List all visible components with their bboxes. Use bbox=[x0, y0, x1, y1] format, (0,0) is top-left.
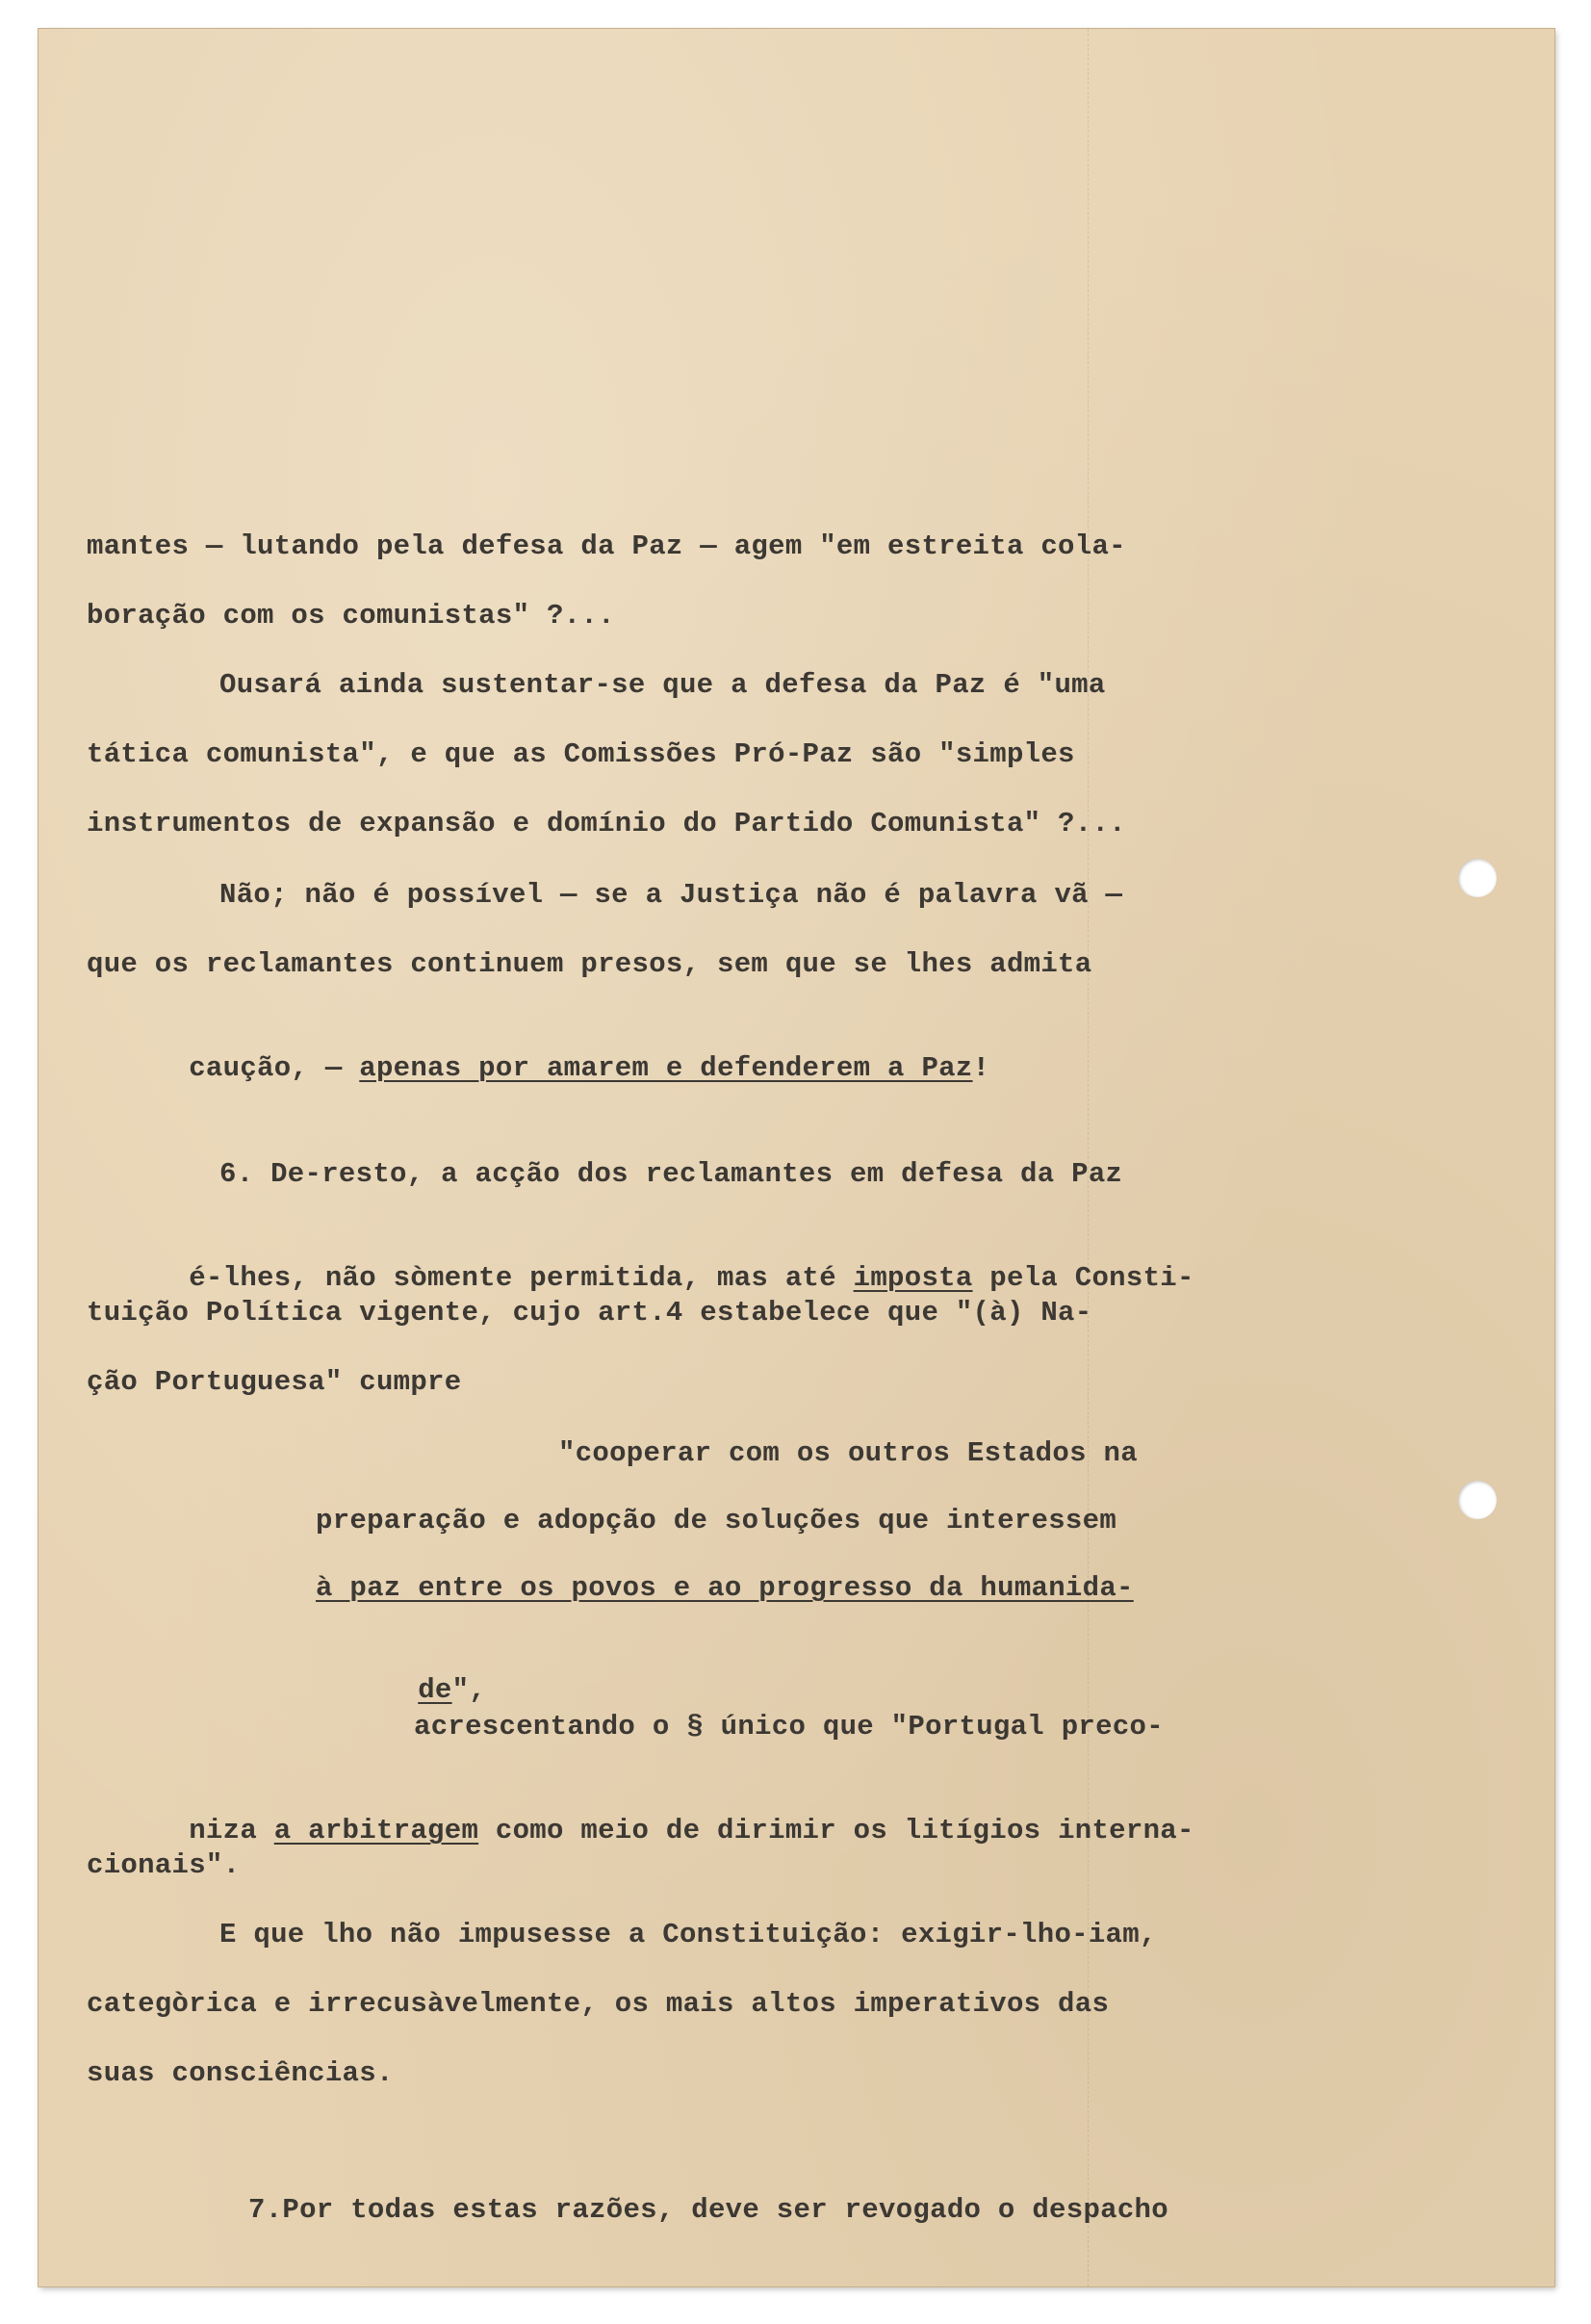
quote-line: à paz entre os povos e ao progresso da humanida- bbox=[316, 1572, 1134, 1604]
punch-hole bbox=[1458, 1481, 1497, 1519]
text-line: acrescentando o § único que "Portugal preco- bbox=[414, 1711, 1164, 1743]
text-line: boração com os comunistas" ?... bbox=[87, 600, 615, 632]
text-line: cionais". bbox=[87, 1849, 241, 1881]
text-span: é-lhes, não sòmente permitida, mas até bbox=[189, 1262, 836, 1294]
text-line: tática comunista", e que as Comissões Pró-Paz são "simples bbox=[87, 738, 1075, 770]
text-line: que os reclamantes continuem presos, sem que se lhes admita bbox=[87, 948, 1092, 980]
punch-hole bbox=[1458, 859, 1497, 897]
text-line: 6. De-resto, a acção dos reclamantes em defesa da Paz bbox=[219, 1158, 1123, 1190]
text-span: pela Consti- bbox=[989, 1262, 1194, 1294]
text-line: E que lho não impusesse a Constituição: exigir-lho-iam, bbox=[219, 1919, 1157, 1950]
text-line: suas consciências. bbox=[87, 2057, 394, 2089]
text-line: mantes — lutando pela defesa da Paz — agem "em estreita cola- bbox=[87, 530, 1126, 562]
underlined-text: a arbitragem bbox=[273, 1815, 479, 1846]
text-line: tuição Política vigente, cujo art.4 estabelece que "(à) Na- bbox=[87, 1297, 1092, 1329]
text-line: categòrica e irrecusàvelmente, os mais altos imperativos das bbox=[87, 1988, 1110, 2020]
text-span: ! bbox=[972, 1052, 990, 1084]
quote-line: "cooperar com os outros Estados na bbox=[558, 1437, 1138, 1469]
underlined-text: de bbox=[418, 1674, 452, 1706]
text-span: niza bbox=[189, 1815, 258, 1846]
text-line: Ousará ainda sustentar-se que a defesa da Paz é "uma bbox=[219, 669, 1106, 701]
underlined-text: apenas por amarem e defenderem a Paz bbox=[359, 1052, 973, 1084]
text-line bbox=[87, 1779, 1194, 1883]
text-line: 7.Por todas estas razões, deve ser revogado o despacho bbox=[248, 2194, 1168, 2226]
text-line: Não; não é possível — se a Justiça não é palavra vã — bbox=[219, 879, 1123, 911]
text-line: ção Portuguesa" cumpre bbox=[87, 1366, 462, 1398]
text-line: instrumentos de expansão e domínio do Partido Comunista" ?... bbox=[87, 808, 1126, 839]
underlined-text: imposta bbox=[853, 1262, 973, 1294]
text-span: caução, — bbox=[189, 1052, 343, 1084]
document-page bbox=[38, 29, 1554, 2286]
text-line bbox=[87, 1017, 989, 1121]
text-span: como meio de dirimir os litígios interna- bbox=[495, 1815, 1194, 1846]
text-span: ", bbox=[451, 1674, 487, 1706]
quote-line: preparação e adopção de soluções que interessem bbox=[316, 1505, 1117, 1536]
